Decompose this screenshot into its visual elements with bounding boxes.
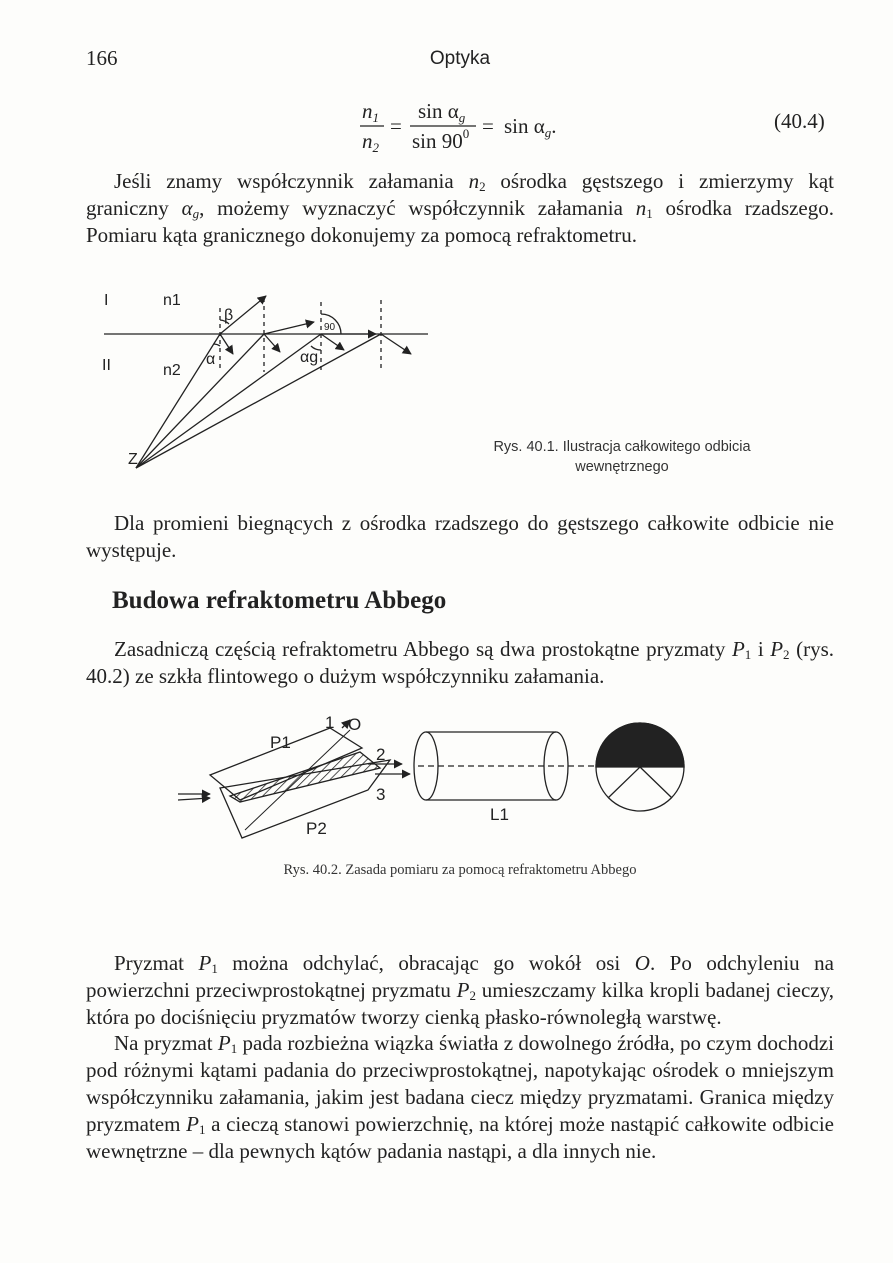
figure-1-caption-line-2: wewnętrznego xyxy=(575,459,669,475)
running-title: Optyka xyxy=(429,48,491,69)
incoming-beam-2 xyxy=(178,798,210,800)
label-axis-O: O xyxy=(348,715,362,734)
svg-text:=: = xyxy=(390,114,402,138)
crosshair-left xyxy=(608,767,640,798)
label-beta: β xyxy=(224,307,234,324)
label-P1: P1 xyxy=(270,733,291,752)
ray-4-incident xyxy=(136,334,381,468)
tube-right-end xyxy=(544,732,568,800)
paragraph-light-beam: Na pryzmat $P_1$ pada rozbieżna wiązka światła z dowolnego źródła, po czym dochodzi pod różnymi kątami padania do przeciwprostokątnej, napotykając ośrodek o mniejszym współczynniku załamania, jakim jest badana ciecz między pryzmatami. Granica między pryzmatem $P_1$ a cieczą stanowi powierzchnię, na której może nastąpić całkowite odbicie wewnętrzne – dla pewnych kątów padania nastąpi, a dla innych nie. xyxy=(86,1031,834,1163)
figure-total-internal-reflection xyxy=(86,280,846,485)
tube-left-end xyxy=(414,732,438,800)
ray-3-incident xyxy=(136,334,321,468)
paragraph-no-reflection: Dla promieni biegnących z ośrodka rzadszego do gęstszego całkowite odbicie nie występuje. xyxy=(86,511,834,562)
ray-3-reflected xyxy=(321,334,344,350)
label-ray-2: 2 xyxy=(376,745,386,764)
equation-number: (40.4) xyxy=(774,109,825,133)
page-number: 166 xyxy=(86,46,118,70)
label-ray-1: 1 xyxy=(325,713,335,732)
label-medium-II: II xyxy=(102,357,111,374)
figure-1-caption-line-1: Rys. 40.1. Ilustracja całkowitego odbicia xyxy=(493,439,751,455)
section-heading: Budowa refraktometru Abbego xyxy=(112,587,447,614)
ray-2-incident xyxy=(136,334,264,468)
svg-text:n2: n2 xyxy=(362,129,379,155)
label-n1: n1 xyxy=(163,292,181,309)
label-alpha-g: αg xyxy=(300,349,319,366)
label-alpha: α xyxy=(206,351,216,368)
dark-field-half xyxy=(596,723,684,767)
label-Z: Z xyxy=(128,451,138,468)
ray-2-refracted xyxy=(264,322,314,334)
hypotenuse-line xyxy=(245,730,350,830)
label-n2: n2 xyxy=(163,362,181,379)
ray-1-reflected xyxy=(220,334,233,354)
svg-text:sin αg: sin αg xyxy=(418,99,466,125)
svg-text:n1: n1 xyxy=(362,99,379,125)
crosshair-right xyxy=(640,767,672,798)
formula-40-4 xyxy=(300,96,800,156)
label-ray-3: 3 xyxy=(376,785,386,804)
label-90: 90 xyxy=(324,322,336,333)
svg-text:=: = xyxy=(482,114,494,138)
paragraph-prism-tilt: Pryzmat $P_1$ można odchylać, obracając go wokół osi O. Po odchyleniu na powierzchni przeciwprostokątnej pryzmatu $P_2$ umieszczamy kilka kropli badanej cieczy, która po dociśnięciu pryzmatów tworzy cienką płasko-równoległą warstwę. xyxy=(86,951,834,1029)
svg-text:sin 900: $\sin 90^0$ xyxy=(412,126,470,153)
ray-4-reflected xyxy=(381,334,411,354)
svg-text:sin αg.: sin αg. xyxy=(504,114,557,140)
label-P2: P2 xyxy=(306,819,327,838)
paragraph-abbe-prisms: Zasadniczą częścią refraktometru Abbego są dwa prostokątne pryzmaty $P_1$ i $P_2$ (rys. 40.2) ze szkła flintowego o dużym współczynniku załamania. xyxy=(86,637,835,688)
label-L1: L1 xyxy=(490,805,509,824)
ray-2-reflected xyxy=(264,334,280,352)
paragraph-critical-angle: Jeśli znamy współczynnik załamania $n_2$ ośrodka gęstszego i zmierzymy kąt graniczny $\alpha_g$, możemy wyznaczyć współczynnik załamania $n_1$ ośrodka rzadszego. Pomiaru kąta granicznego dokonujemy za pomocą refraktometru. xyxy=(86,169,835,247)
alpha-arc xyxy=(214,344,220,346)
label-medium-I: I xyxy=(104,292,109,309)
figure-2-caption: Rys. 40.2. Zasada pomiaru za pomocą refraktometru Abbego xyxy=(283,862,637,878)
